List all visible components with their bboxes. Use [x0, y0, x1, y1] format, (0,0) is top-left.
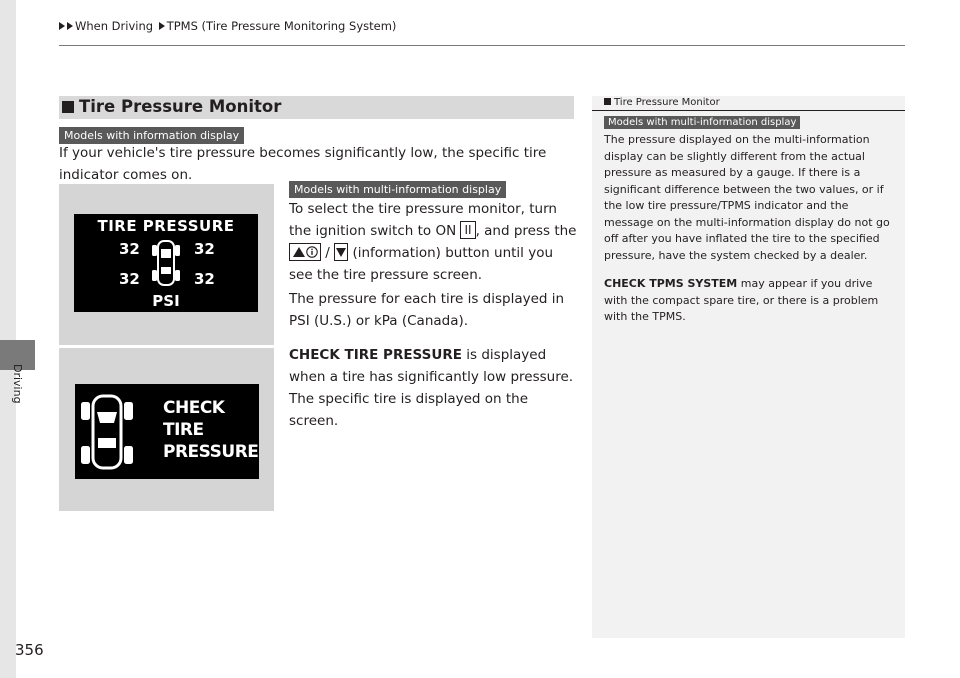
paragraph-select-monitor — [289, 198, 579, 286]
warning-line-1: CHECK — [163, 398, 225, 418]
p3-text: is displayed when a tire has significantly low pressure. The specific tire is displayed on the screen. — [289, 347, 574, 429]
model-badge-multi-info-display: Models with multi-information display — [289, 181, 506, 198]
intro-paragraph: If your vehicle's tire pressure becomes significantly low, the specific tire indicator comes on. — [59, 145, 547, 183]
check-tire-pressure-figure — [59, 348, 274, 511]
p1-text-a: To select the tire pressure monitor, turn the ignition switch to ON — [289, 201, 557, 239]
ignition-on-key-label: II — [460, 221, 475, 239]
car-top-view-icon — [80, 390, 134, 472]
car-top-view-icon — [152, 237, 180, 289]
down-button-icon — [334, 243, 348, 261]
section-title: Tire Pressure Monitor — [79, 97, 282, 116]
tire-value-rear-right: 32 — [194, 270, 215, 288]
p1-separator: / — [325, 245, 330, 261]
warning-line-2: TIRE — [163, 420, 204, 440]
tire-pressure-screen-figure — [59, 184, 274, 345]
side-strip — [0, 0, 16, 678]
breadcrumb-arrow-icon — [59, 22, 65, 30]
chapter-label: Driving — [11, 364, 24, 404]
section-heading — [59, 96, 574, 119]
display-screen — [74, 214, 258, 312]
side-note-paragraph-1: The pressure displayed on the multi-information display can be slightly different from the actual pressure as measured by a gauge. If there is a significant difference between the two values, or if the low tire pressure/TPMS indicator and the message on the multi-information display do not go off after you have inflated the tire to the specified pressure, have the system checked by a dealer. — [604, 133, 890, 262]
screen-title: TIRE PRESSURE — [97, 217, 235, 235]
p1-text-c: (information) button until you see the tire pressure screen. — [289, 245, 554, 283]
side-note-paragraph-2-text: may appear if you drive with the compact spare tire, or there is a problem with the TPMS. — [604, 277, 879, 323]
page-number: 356 — [15, 641, 44, 659]
check-tire-pressure-term: CHECK TIRE PRESSURE — [289, 347, 462, 363]
p1-text-b: , and press the — [475, 223, 577, 239]
check-tpms-system-term: CHECK TPMS SYSTEM — [604, 277, 738, 290]
up-info-button-icon — [289, 243, 321, 261]
tire-value-rear-left: 32 — [119, 270, 140, 288]
breadcrumb-arrow-icon — [159, 22, 165, 30]
warning-line-3: PRESSURE — [163, 442, 259, 462]
note-square-icon — [604, 98, 611, 105]
model-badge-side-note: Models with multi-information display — [604, 116, 800, 129]
heading-square-icon — [62, 101, 74, 113]
side-note-title — [604, 97, 720, 108]
breadcrumb-item-tpms[interactable]: TPMS (Tire Pressure Monitoring System) — [166, 19, 397, 33]
header-rule — [59, 45, 905, 46]
model-badge-info-display: Models with information display — [59, 127, 244, 144]
pressure-unit: PSI — [152, 292, 180, 310]
paragraph-pressure-units: The pressure for each tire is displayed in PSI (U.S.) or kPa (Canada). — [289, 291, 565, 329]
tire-value-front-left: 32 — [119, 240, 140, 258]
breadcrumb — [59, 19, 396, 33]
display-screen — [75, 384, 259, 479]
breadcrumb-item-when-driving[interactable]: When Driving — [75, 19, 154, 33]
breadcrumb-arrow-icon — [67, 22, 73, 30]
side-note-rule — [592, 110, 905, 111]
side-note-title-text: Tire Pressure Monitor — [614, 97, 720, 108]
side-note-paragraph-2 — [604, 276, 898, 326]
paragraph-check-tire-pressure — [289, 344, 579, 432]
tire-value-front-right: 32 — [194, 240, 215, 258]
